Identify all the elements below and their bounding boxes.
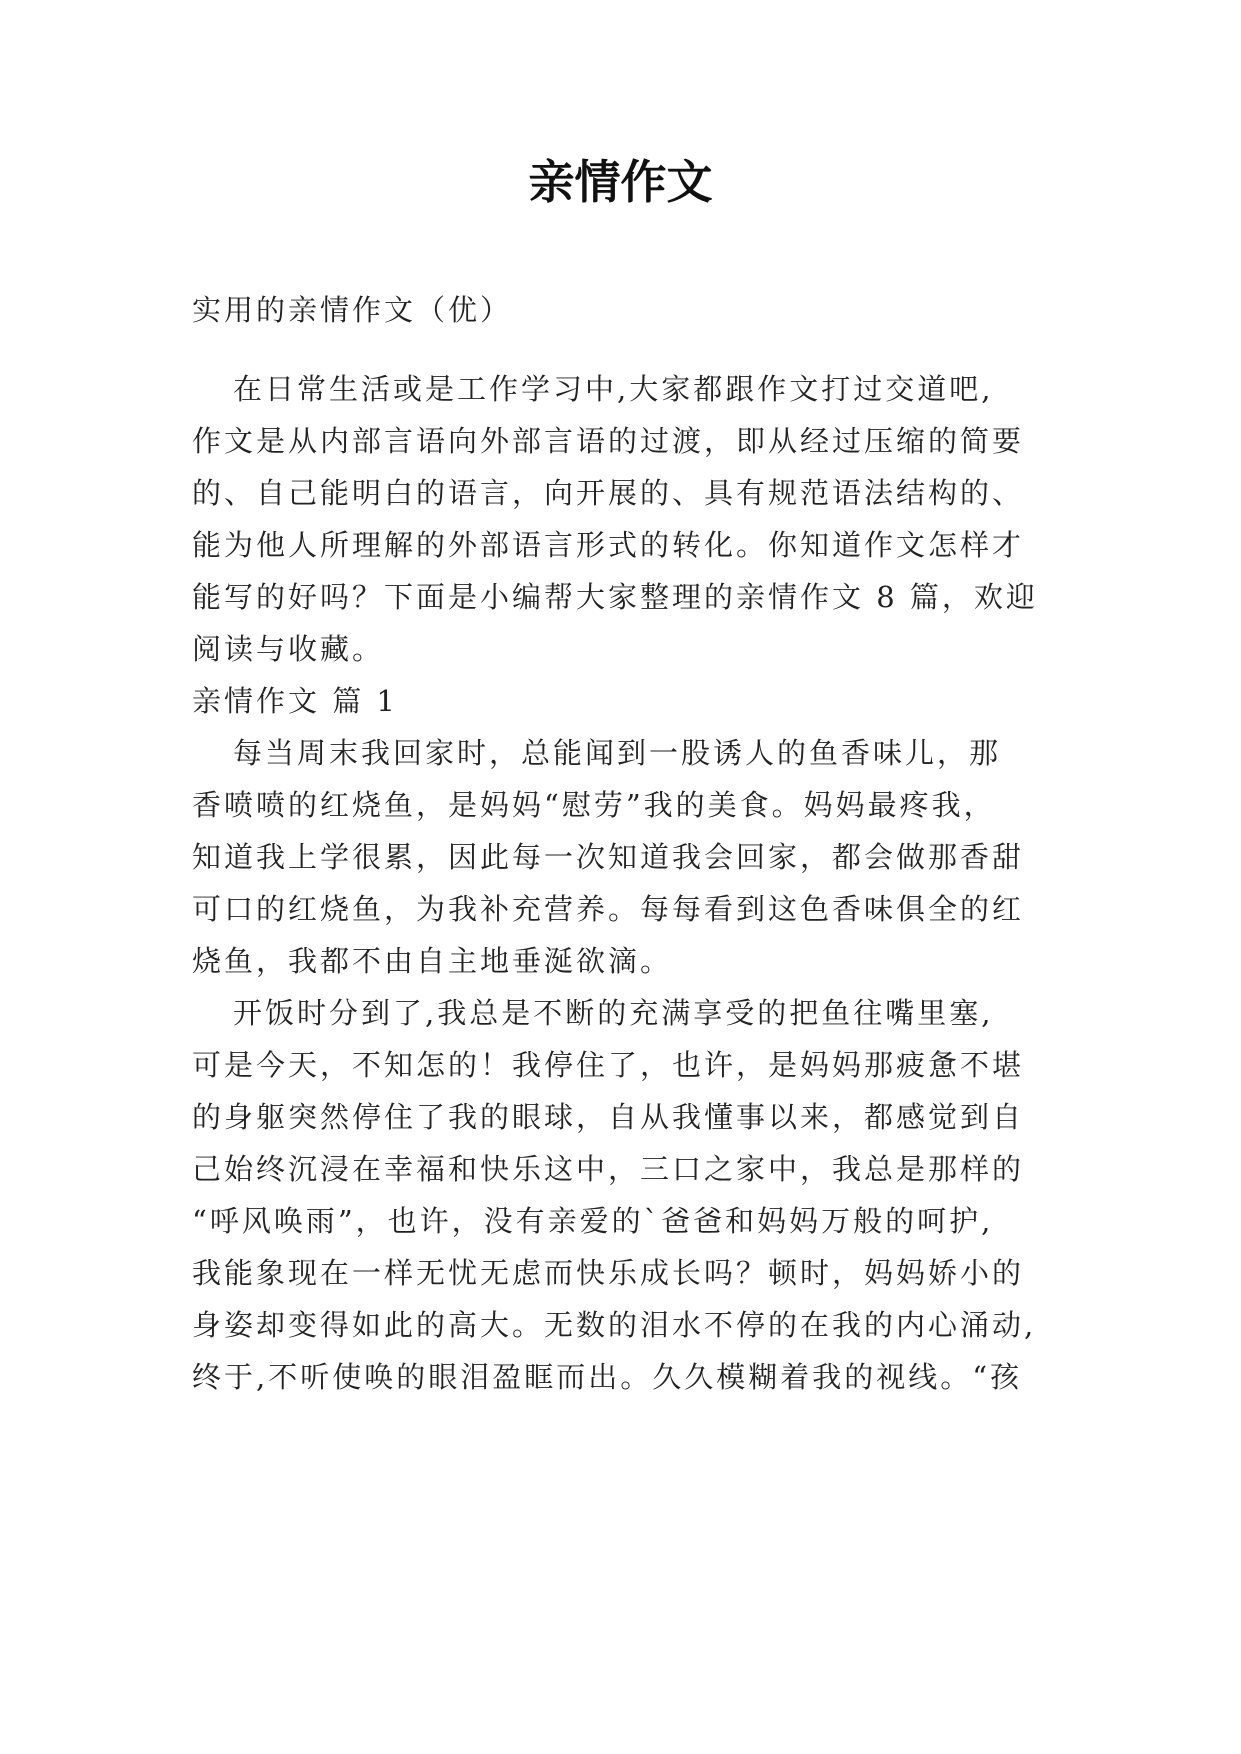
paragraph-line: 每当周末我回家时，总能闻到一股诱人的鱼香味儿，那 [233,736,1002,770]
paragraph-line: “呼风唤雨”，也许，没有亲爱的`爸爸和妈妈万般的呵护, [192,1204,994,1238]
paragraph-line: 可口的红烧鱼，为我补充营养。每每看到这色香味俱全的红 [192,892,1025,926]
intro-line: 能写的好吗？下面是小编帮大家整理的亲情作文 8 篇，欢迎 [192,580,1038,614]
paragraph-line: 烧鱼，我都不由自主地垂涎欲滴。 [192,944,673,978]
paragraph-line: 香喷喷的红烧鱼，是妈妈“慰劳”我的美食。妈妈最疼我， [192,788,996,822]
intro-line: 作文是从内部言语向外部言语的过渡，即从经过压缩的简要 [192,424,1025,458]
paragraph-line: 身姿却变得如此的高大。无数的泪水不停的在我的内心涌动, [192,1308,1037,1342]
paragraph-line: 的身躯突然停住了我的眼球，自从我懂事以来，都感觉到自 [192,1100,1025,1134]
intro-line: 能为他人所理解的外部语言形式的转化。你知道作文怎样才 [192,528,1025,562]
intro-line: 在日常生活或是工作学习中,大家都跟作文打过交道吧, [233,372,994,406]
section-heading: 亲情作文 篇 1 [192,684,398,718]
paragraph-line: 己始终沉浸在幸福和快乐这中，三口之家中，我总是那样的 [192,1152,1025,1186]
document-subtitle: 实用的亲情作文（优） [192,293,513,327]
intro-line: 的、自己能明白的语言，向开展的、具有规范语法结构的、 [192,476,1025,510]
paragraph-line: 开饭时分到了,我总是不断的充满享受的把鱼往嘴里塞, [233,996,994,1030]
paragraph-line: 可是今天，不知怎的！我停住了，也许，是妈妈那疲惫不堪 [192,1048,1025,1082]
document-title: 亲情作文 [528,155,713,209]
paragraph-line: 我能象现在一样无忧无虑而快乐成长吗？顿时，妈妈娇小的 [192,1256,1025,1290]
paragraph-line: 终于,不听使唤的眼泪盈眶而出。久久模糊着我的视线。“孩 [192,1360,1023,1394]
intro-line: 阅读与收藏。 [192,632,385,666]
paragraph-line: 知道我上学很累，因此每一次知道我会回家，都会做那香甜 [192,840,1025,874]
